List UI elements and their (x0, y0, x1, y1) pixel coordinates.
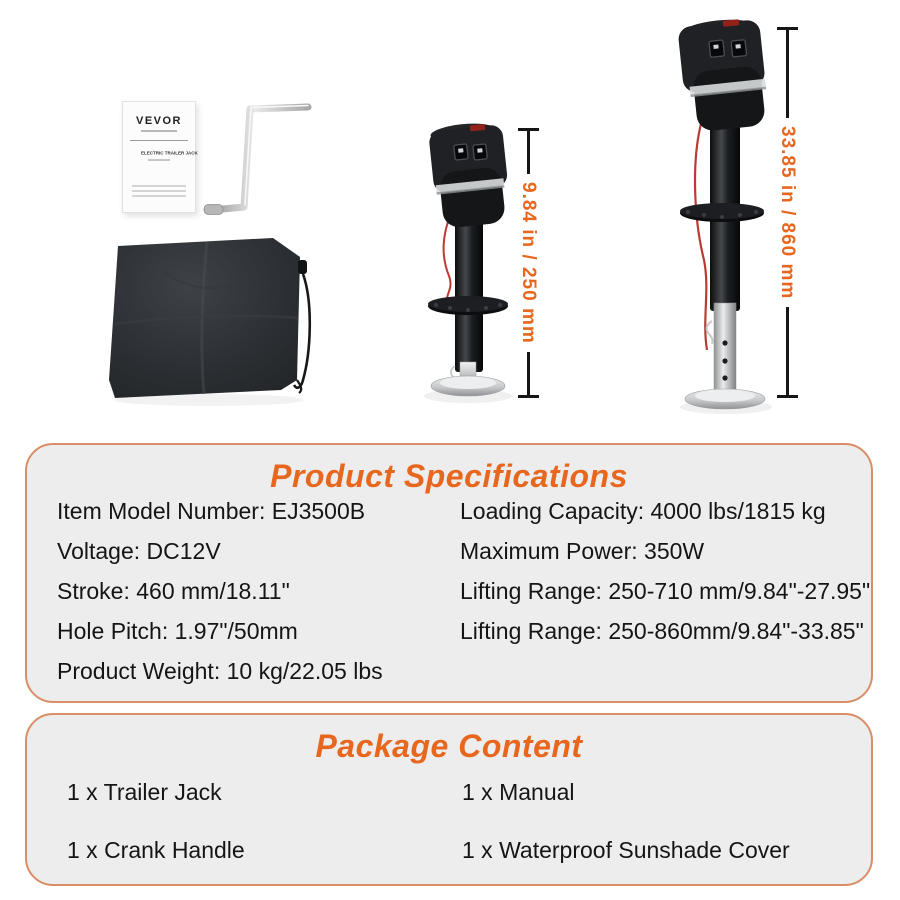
specifications-title: Product Specifications (270, 458, 628, 494)
sunshade-cover-image (103, 230, 315, 408)
dimension-cap-bottom (777, 395, 798, 398)
package-content-panel (25, 713, 873, 886)
spec-product-weight: Product Weight: 10 kg/22.05 lbs (57, 658, 383, 684)
spec-loading-capacity: Loading Capacity: 4000 lbs/1815 kg (460, 498, 826, 524)
dimension-label-extended: 33.85 in / 860 mm (777, 125, 798, 300)
package-title: Package Content (315, 728, 583, 764)
dimension-indicator-retracted (515, 128, 541, 398)
dimension-indicator-extended (774, 27, 800, 398)
package-trailer-jack: 1 x Trailer Jack (67, 779, 222, 805)
dimension-line (527, 131, 530, 174)
package-crank-handle: 1 x Crank Handle (67, 837, 245, 863)
manual-title: ELECTRIC TRAILER JACK (141, 150, 198, 156)
manual-tagline-bar (141, 130, 177, 132)
dimension-cap-bottom (518, 395, 539, 398)
dimension-line (786, 30, 789, 118)
crank-handle-image (198, 92, 316, 222)
manual-image (122, 101, 196, 213)
package-row (27, 763, 871, 821)
manual-subtitle-bar (148, 159, 170, 161)
package-rows (27, 763, 871, 879)
manual-divider (130, 140, 188, 141)
specifications-rows (27, 491, 871, 691)
spec-lifting-range-1: Lifting Range: 250-710 mm/9.84"-27.95" (460, 578, 871, 604)
spec-row (27, 491, 871, 531)
dimension-line (786, 307, 789, 395)
spec-row (27, 651, 871, 691)
dimension-line (527, 352, 530, 395)
package-manual: 1 x Manual (462, 779, 575, 805)
product-specifications-panel (25, 443, 873, 703)
spec-hole-pitch: Hole Pitch: 1.97"/50mm (57, 618, 298, 644)
package-row (27, 821, 871, 879)
spec-stroke: Stroke: 460 mm/18.11" (57, 578, 290, 604)
dimension-label-retracted: 9.84 in / 250 mm (518, 182, 539, 344)
spec-row (27, 571, 871, 611)
spec-lifting-range-2: Lifting Range: 250-860mm/9.84"-33.85" (460, 618, 864, 644)
spec-row (27, 611, 871, 651)
package-sunshade-cover: 1 x Waterproof Sunshade Cover (462, 837, 790, 863)
spec-maximum-power: Maximum Power: 350W (460, 538, 705, 564)
spec-row (27, 531, 871, 571)
manual-brand-logo: VEVOR (135, 115, 182, 127)
product-gallery (0, 0, 900, 440)
spec-voltage: Voltage: DC12V (57, 538, 221, 564)
spec-item-model-number: Item Model Number: EJ3500B (57, 498, 366, 524)
manual-paragraph-bars (123, 185, 195, 197)
